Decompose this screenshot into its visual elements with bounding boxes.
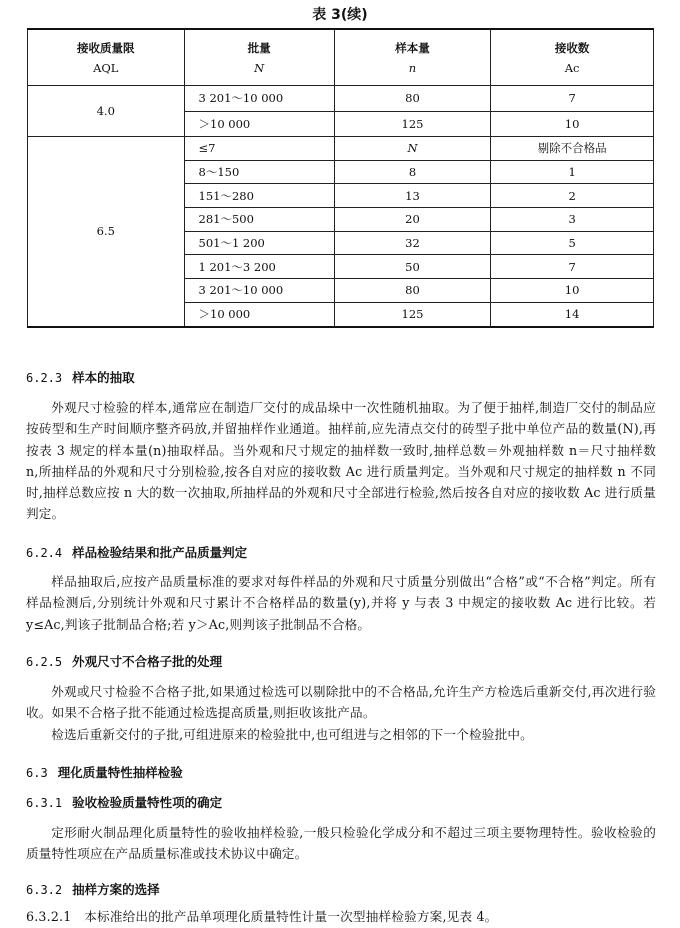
section-heading-6-3: 6.3 理化质量特性抽样检验 [26, 765, 183, 780]
sampling-table [27, 28, 654, 328]
sample-cell: 80 [334, 86, 491, 112]
header-sample-size: 样本量 n [334, 29, 491, 86]
aql-cell: 6.5 [28, 137, 185, 327]
lot-cell: 151～280 [184, 184, 334, 208]
sample-cell: N [334, 137, 491, 161]
accept-cell: 5 [491, 231, 654, 255]
lot-cell: 3 201～10 000 [184, 279, 334, 303]
table-row [28, 86, 654, 112]
section-heading-6-2-3: 6.2.3 样本的抽取 [26, 370, 135, 385]
sample-cell: 20 [334, 208, 491, 232]
lot-cell: 8～150 [184, 160, 334, 184]
accept-cell: 3 [491, 208, 654, 232]
accept-cell: 10 [491, 111, 654, 137]
paragraph-6-2-3: 外观尺寸检验的样本,通常应在制造厂交付的成品垛中一次性随机抽取。为了便于抽样,制造厂交付的制品应按砖型和生产时间顺序整齐码放,并留抽样作业通道。抽样前,应先清点交付的砖型子批中单位产品的数量(N),再按表 3 规定的样本量(n)抽取样品。当外观和尺寸规定的抽样数一致时,抽样总数＝外观抽样数 n＝尺寸抽样数 n,所抽样品的外观和尺寸分别检验,按各自对应的接收数 Ac 进行质量判定。当外观和尺寸规定的抽样数 n 不同时,抽样总数应按 n 大的数一次抽取,所抽样品的外观和尺寸全部进行检验,然后按各自对应的接收数 Ac 进行质量判定。 [26, 400, 656, 522]
header-aql: 接收质量限 AQL [28, 29, 185, 86]
paragraph-6-2-5b: 检选后重新交付的子批,可组进原来的检验批中,也可组进与之相邻的下一个检验批中。 [51, 727, 533, 742]
lot-cell: 1 201～3 200 [184, 255, 334, 279]
sample-cell: 8 [334, 160, 491, 184]
paragraph-6-3-1: 定形耐火制品理化质量特性的验收抽样检验,一般只检验化学成分和不超过三项主要物理特性。验收检验的质量特性项应在产品质量标准或技术协议中确定。 [26, 825, 656, 862]
lot-cell: ＞10 000 [184, 111, 334, 137]
paragraph-6-2-5a: 外观或尺寸检验不合格子批,如果通过检选可以剔除批中的不合格品,允许生产方检选后重新交付,再次进行验收。如果不合格子批不能通过检选提高质量,则拒收该批产品。 [26, 684, 656, 721]
sample-cell: 125 [334, 111, 491, 137]
sample-cell: 80 [334, 279, 491, 303]
accept-cell: 10 [491, 279, 654, 303]
accept-cell: 7 [491, 255, 654, 279]
header-accept-number: 接收数 Ac [491, 29, 654, 86]
lot-cell: ≤7 [184, 137, 334, 161]
header-lot-size: 批量 N [184, 29, 334, 86]
aql-cell: 4.0 [28, 86, 185, 137]
lot-cell: 3 201～10 000 [184, 86, 334, 112]
lot-cell: 281～500 [184, 208, 334, 232]
sample-cell: 32 [334, 231, 491, 255]
accept-cell: 2 [491, 184, 654, 208]
accept-cell: 14 [491, 302, 654, 326]
lot-cell: 501～1 200 [184, 231, 334, 255]
sample-cell: 50 [334, 255, 491, 279]
section-heading-6-3-1: 6.3.1 验收检验质量特性项的确定 [26, 795, 223, 810]
accept-cell: 1 [491, 160, 654, 184]
lot-cell: ＞10 000 [184, 302, 334, 326]
sample-cell: 13 [334, 184, 491, 208]
accept-cell: 剔除不合格品 [491, 137, 654, 161]
section-heading-6-3-2: 6.3.2 抽样方案的选择 [26, 882, 160, 897]
accept-cell: 7 [491, 86, 654, 112]
table-caption: 表 3(续) [312, 7, 368, 23]
table-row [28, 137, 654, 161]
paragraph-6-3-2-1: 6.3.2.1 本标准给出的批产品单项理化质量特性计量一次型抽样检验方案,见表 4。 [26, 909, 498, 924]
paragraph-6-2-4: 样品抽取后,应按产品质量标准的要求对每件样品的外观和尺寸质量分别做出“合格”或“不合格”判定。所有样品检测后,分别统计外观和尺寸累计不合格样品的数量(y),并将 y 与表 3 中规定的接收数 Ac 进行比较。若 y≤Ac,判该子批制品合格;若 y＞Ac,则判该子批制品不合格。 [26, 574, 656, 632]
section-heading-6-2-4: 6.2.4 样品检验结果和批产品质量判定 [26, 545, 248, 560]
sample-cell: 125 [334, 302, 491, 326]
section-heading-6-2-5: 6.2.5 外观尺寸不合格子批的处理 [26, 654, 223, 669]
